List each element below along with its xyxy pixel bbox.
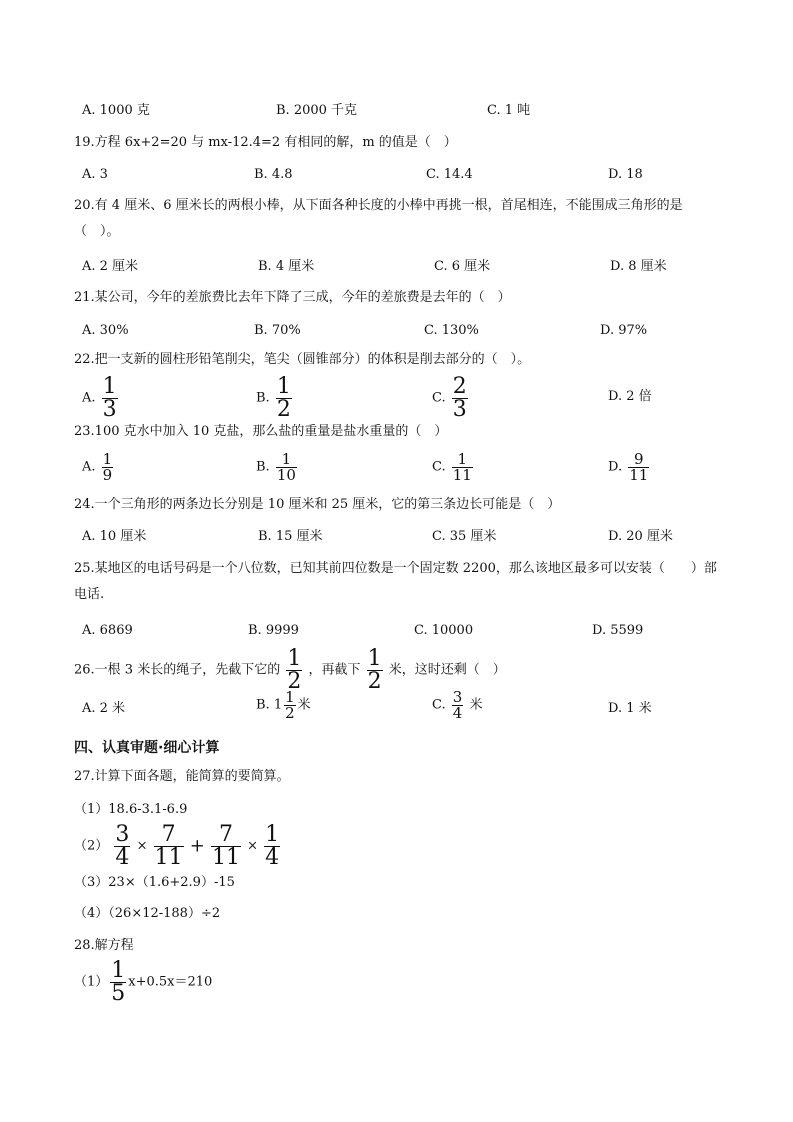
q25-option-d: D. 5599 xyxy=(592,623,644,638)
q26-text: 26.一根 3 米长的绳子，先截下它的 $\frac{1}{2}$ ，再截下 $\frac{1}{2}$ 米，这时还剩（ ） xyxy=(74,646,506,694)
q27-p2-fraction-3: $\frac{7}{11}$ xyxy=(211,822,240,870)
q23-option-a-label: A. xyxy=(82,459,96,475)
q27-part-2: （2） $\frac{3}{4}$ × $\frac{7}{11}$ + $\frac{7}{11}$ × $\frac{1}{4}$ xyxy=(74,822,280,870)
q23-option-b xyxy=(256,452,299,483)
q26-fraction-2: $\frac{1}{2}$ xyxy=(367,646,382,694)
q27-part-4: （4）（26×12-188）÷2 xyxy=(74,906,221,921)
q27-p2-fraction-1: $\frac{3}{4}$ xyxy=(115,822,130,870)
q20-option-b: B. 4 厘米 xyxy=(258,259,315,274)
q19-text: 19.方程 6x+2=20 与 mx-12.4=2 有相同的解，m 的值是（ ） xyxy=(74,135,457,150)
q24-option-c: C. 35 厘米 xyxy=(432,529,497,544)
q22-option-a-fraction: $\frac{1}{3}$ xyxy=(102,374,117,422)
q20-option-d: D. 8 厘米 xyxy=(610,259,667,274)
q28-text: 28.解方程 xyxy=(74,938,134,953)
q19-option-a: A. 3 xyxy=(82,167,108,182)
q24-option-b: B. 15 厘米 xyxy=(258,529,323,544)
q22-text: 22.把一支新的圆柱形铅笔削尖，笔尖（圆锥部分）的体积是削去部分的（ ）。 xyxy=(74,352,531,367)
q23-option-c-fraction: $\frac{1}{11}$ xyxy=(452,450,472,484)
q22-option-a-label: A. xyxy=(82,390,96,406)
q20-option-a: A. 2 厘米 xyxy=(82,259,139,274)
q18-option-c: C. 1 吨 xyxy=(487,103,531,118)
q23-option-c-label: C. xyxy=(432,459,446,475)
q20-option-c: C. 6 厘米 xyxy=(434,259,491,274)
q26-option-b: B. 1 $\frac{1}{2}$ 米 xyxy=(256,688,311,722)
q23-option-a-fraction: $\frac{1}{9}$ xyxy=(102,450,113,484)
q25-option-c: C. 10000 xyxy=(414,623,474,638)
q25-option-b: B. 9999 xyxy=(248,623,299,638)
q27-text: 27.计算下面各题，能简算的要简算。 xyxy=(74,769,290,784)
q23-option-d xyxy=(608,452,651,483)
q23-text: 23.100 克水中加入 10 克盐，那么盐的重量是盐水重量的（ ） xyxy=(74,424,448,439)
q22-option-c-label: C. xyxy=(432,390,446,406)
q24-text: 24.一个三角形的两条边长分别是 10 厘米和 25 厘米，它的第三条边长可能是（ ） xyxy=(74,497,561,512)
q23-option-d-fraction: $\frac{9}{11}$ xyxy=(629,450,649,484)
q18-option-b: B. 2000 千克 xyxy=(276,103,358,118)
q23-option-c xyxy=(432,452,475,483)
q26-option-d: D. 1 米 xyxy=(608,701,652,716)
q24-option-d: D. 20 厘米 xyxy=(608,529,673,544)
q27-part-1: （1）18.6-3.1-6.9 xyxy=(74,802,188,817)
q23-option-b-fraction: $\frac{1}{10}$ xyxy=(276,450,296,484)
q25-text: 25.某地区的电话号码是一个八位数，已知其前四位数是一个固定数 2200，那么该地区最多可以安装（ ）部电话. xyxy=(74,561,717,602)
q22-option-b xyxy=(256,376,294,421)
q22-option-b-fraction: $\frac{1}{2}$ xyxy=(276,374,291,422)
q25-option-a: A. 6869 xyxy=(82,623,133,638)
q23-option-b-label: B. xyxy=(256,459,270,475)
q21-text: 21.某公司，今年的差旅费比去年下降了三成，今年的差旅费是去年的（ ） xyxy=(74,290,511,305)
q19-option-c: C. 14.4 xyxy=(426,167,473,182)
q27-p2-fraction-4: $\frac{1}{4}$ xyxy=(265,822,280,870)
q21-option-b: B. 70% xyxy=(254,323,301,338)
q26-option-a: A. 2 米 xyxy=(82,701,126,716)
q22-option-c-fraction: $\frac{2}{3}$ xyxy=(452,374,467,422)
q20-text: 20.有 4 厘米、6 厘米长的两根小棒，从下面各种长度的小棒中再挑一根，首尾相连，不能围成三角形的是（ ）。 xyxy=(74,198,683,239)
q18-option-a: A. 1000 克 xyxy=(82,103,150,118)
q23-option-a xyxy=(82,452,115,483)
q24-option-a: A. 10 厘米 xyxy=(82,529,147,544)
q22-option-d: D. 2 倍 xyxy=(608,389,652,404)
q26-option-c-label: C. xyxy=(432,697,446,713)
q26-option-b-label: B. 1 xyxy=(256,697,283,713)
q22-option-a xyxy=(82,376,120,421)
q21-option-a: A. 30% xyxy=(82,323,129,338)
q26-option-c: C. $\frac{3}{4}$ 米 xyxy=(432,688,483,722)
q23-option-d-label: D. xyxy=(608,459,623,475)
q27-part-3: （3）23×（1.6+2.9）-15 xyxy=(74,875,235,890)
q21-option-c: C. 130% xyxy=(424,323,479,338)
q28-p1-fraction: $\frac{1}{5}$ xyxy=(111,958,126,1006)
q26-option-c-fraction: $\frac{3}{4}$ xyxy=(452,688,463,722)
q19-option-b: B. 4.8 xyxy=(254,167,293,182)
q26-fraction-1: $\frac{1}{2}$ xyxy=(287,646,302,694)
q28-part-1: （1） $\frac{1}{5}$ x+0.5x＝210 xyxy=(74,958,213,1006)
q19-option-d: D. 18 xyxy=(608,167,643,182)
q22-option-c xyxy=(432,376,470,421)
section-4-heading: 四、认真审题·细心计算 xyxy=(74,740,220,756)
q21-option-d: D. 97% xyxy=(600,323,648,338)
q22-option-b-label: B. xyxy=(256,390,270,406)
q27-p2-fraction-2: $\frac{7}{11}$ xyxy=(154,822,183,870)
q26-option-b-fraction: $\frac{1}{2}$ xyxy=(285,688,295,722)
